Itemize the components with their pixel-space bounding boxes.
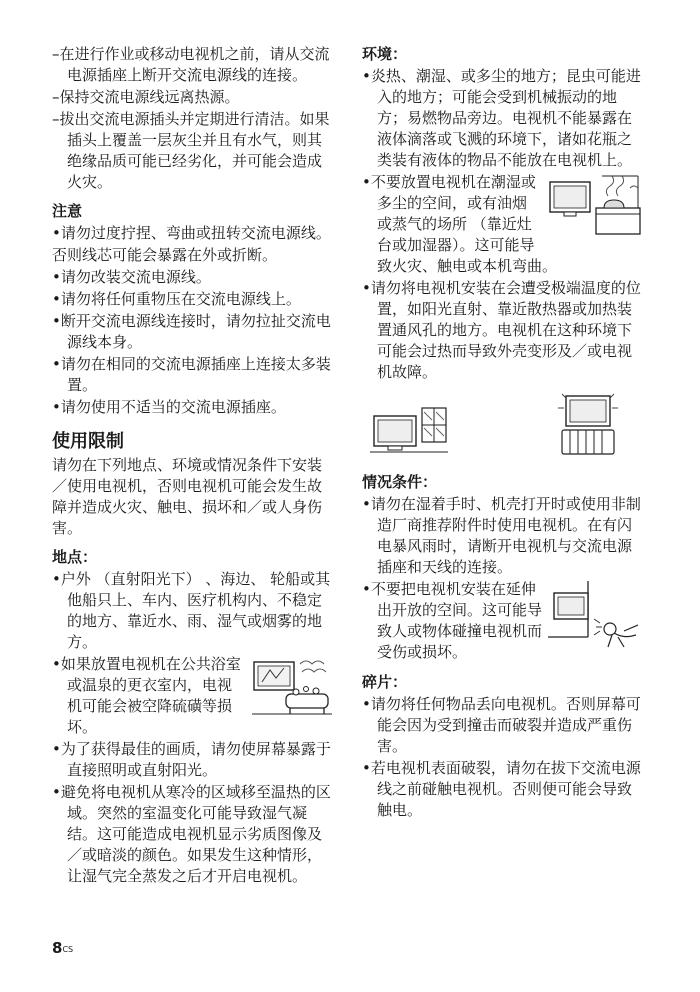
page-number-suffix: CS	[62, 945, 74, 954]
kitchen-steam-tv-icon	[546, 174, 642, 238]
environment-heading: 环境：	[362, 45, 408, 63]
fragments-item: •若电视机表面破裂，请勿在拔下交流电源线之前碰触电视机。否则便可能会导致触电。	[362, 759, 641, 819]
condition-item: •请勿在湿着手时、机壳打开时或使用非制造厂商推荐附件时使用电视机。在有闪电暴风雨时，请断开电视机与交流电源插座和天线的连接。	[362, 495, 641, 576]
location-item: •如果放置电视机在公共浴室或温泉的更衣室内，电视机可能会被空降硫磺等损坏。	[52, 655, 241, 736]
environment-item: •炎热、潮湿、或多尘的地方；昆虫可能进入的地方；可能会受到机械振动的地方；易燃物品旁边。电视机不能暴露在液体滴落或飞溅的环境下，诸如花瓶之类装有液体的物品不能放在电视机上。	[362, 67, 641, 169]
environment-item: •不要放置电视机在潮湿或多尘的空间，或有油烟或蒸气的场所 （靠近灶台或加湿器）。这可能导致火灾、触电或本机弯曲。	[362, 173, 558, 275]
condition-heading: 情况条件：	[362, 473, 438, 491]
location-item: •避免将电视机从寒冷的区域移至温热的区域。突然的室温变化可能导致湿气凝结。这可能造成电视机显示劣质图像及／或暗淡的颜色。如果发生这种情形，让湿气完全蒸发之后才开启电视机。	[52, 783, 331, 885]
location-item: •户外 （直射阳光下） 、海边、 轮船或其他船只上、车内、医疗机构内、不稳定的地方、靠近水、雨、湿气或烟雾的地方。	[52, 570, 331, 651]
temperature-illustrations	[362, 384, 642, 464]
dash-item: –在进行作业或移动电视机之前，请从交流电源插座上断开交流电源线的连接。	[52, 45, 330, 84]
restriction-heading: 使用限制	[52, 431, 124, 452]
protruding-item-block	[362, 579, 642, 664]
location-heading: 地点：	[52, 548, 98, 566]
bathroom-tv-icon	[250, 656, 334, 718]
left-column	[52, 44, 334, 888]
dash-item: –拔出交流电源插头并定期进行清洁。如果插头上覆盖一层灰尘并且有水气，则其绝缘品质可能已经劣化，并可能会造成火灾。	[52, 110, 330, 191]
humid-illustration	[546, 174, 642, 238]
fragments-item: •请勿将任何物品丢向电视机。否则屏幕可能会因为受到撞击而破裂并造成严重伤害。	[362, 695, 641, 755]
caution-item: •断开交流电源线连接时，请勿拉扯交流电源线本身。	[52, 312, 331, 351]
right-column	[362, 44, 642, 822]
caution-heading: 注意	[52, 202, 83, 220]
location-item: •为了获得最佳的画质，请勿使屏幕暴露于直接照明或直射阳光。	[52, 740, 331, 779]
bathroom-illustration	[250, 656, 334, 718]
dash-item: –保持交流电源线远离热源。	[52, 88, 240, 106]
fragments-heading: 碎片：	[362, 673, 408, 691]
caution-item: •请勿在相同的交流电源插座上连接太多装置。	[52, 355, 331, 394]
caution-item: •请勿使用不适当的交流电源插座。	[52, 398, 286, 416]
caution-note: 否则线芯可能会暴露在外或折断。	[52, 246, 278, 264]
caution-item: •请勿改装交流电源线。	[52, 268, 211, 286]
protruding-illustration	[548, 581, 642, 655]
radiator-tv-icon	[556, 392, 620, 456]
sunlight-window-tv-icon	[370, 406, 448, 456]
environment-item: •请勿将电视机安装在会遭受极端温度的位置，如阳光直射、靠近散热器或加热装置通风孔的地方。电视机在这种环境下可能会过热而导致外壳变形及／或电视机故障。	[362, 279, 641, 381]
page-number	[52, 938, 73, 958]
caution-item: •请勿将任何重物压在交流电源线上。	[52, 290, 301, 308]
page-number-value: 8	[52, 939, 63, 957]
condition-item: •不要把电视机安装在延伸出开放的空间。这可能导致人或物体碰撞电视机而受伤或损坏。	[362, 580, 543, 661]
humid-item-block	[362, 172, 642, 278]
bathroom-item-block	[52, 654, 334, 739]
restriction-intro: 请勿在下列地点、环境或情况条件下安装／使用电视机，否则电视机可能会发生故障并造成火灾、触电、损坏和／或人身伤害。	[52, 456, 323, 537]
collision-tv-icon	[548, 581, 642, 655]
caution-item: •请勿过度拧捏、弯曲或扭转交流电源线。	[52, 224, 331, 242]
